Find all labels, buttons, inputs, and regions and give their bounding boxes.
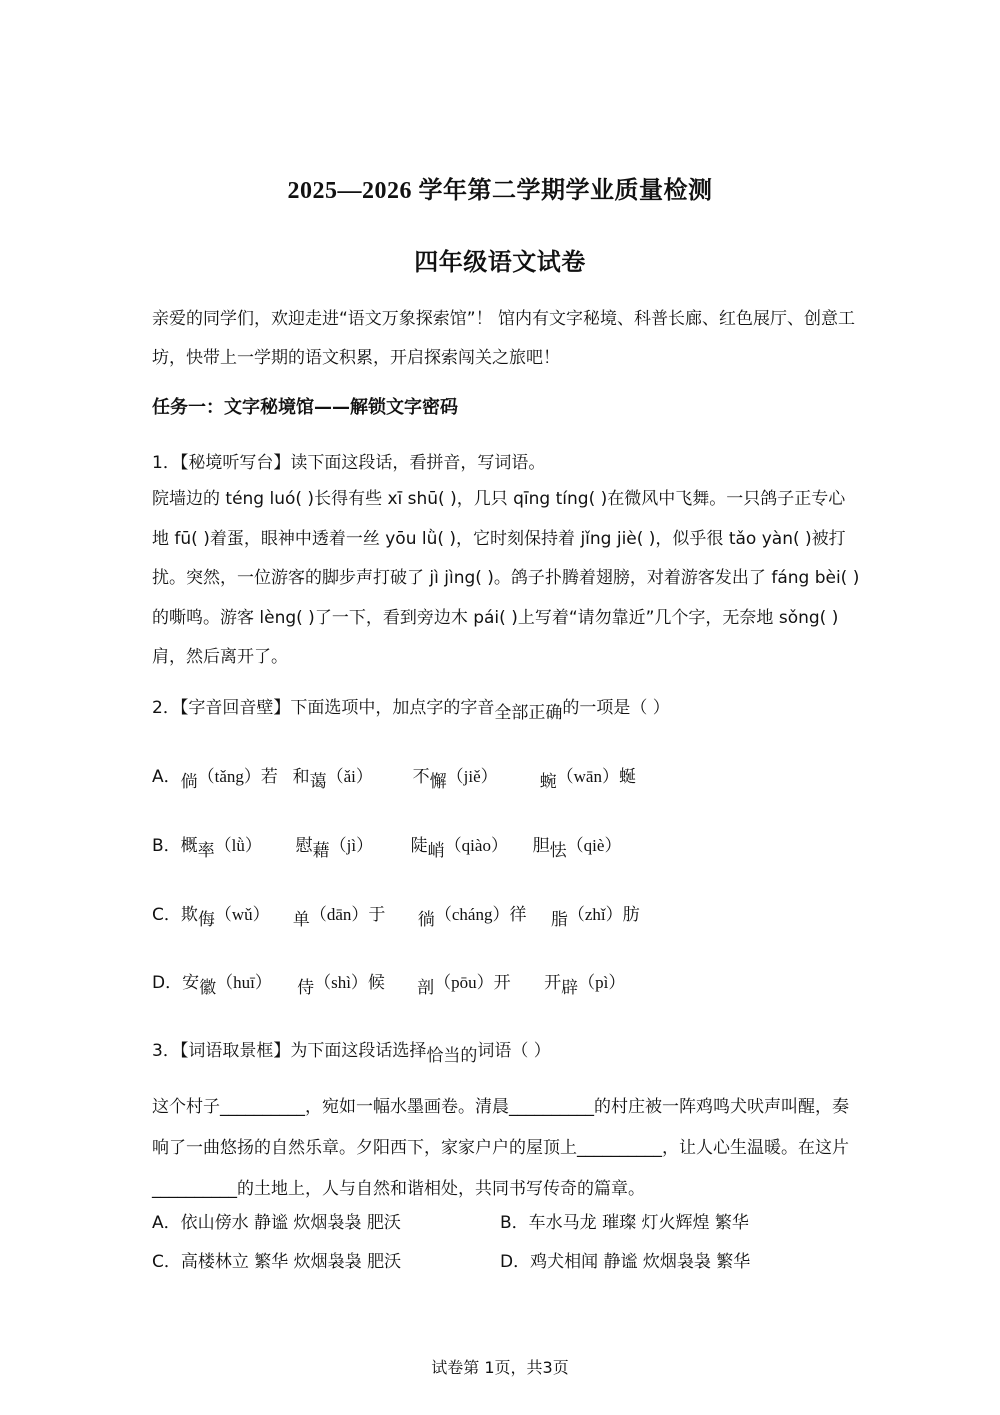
option-item: 欺侮（wǔ） bbox=[180, 905, 270, 930]
option-label: C． bbox=[152, 905, 181, 925]
q2-option-a[interactable] bbox=[152, 760, 636, 794]
q3-heading-post: 词语（ ） bbox=[477, 1041, 551, 1061]
q1-passage: 院墙边的 téng luó( )长得有些 xī shū( )，几只 qīng tíng( )在微风中飞舞。一只鸽子正专心地 fū( )着蛋，眼神中透着一丝 yōu lǜ( )，它时刻保持着 jǐng jiè( )，似乎很 tǎo yàn( )被打扰。突然，一位游客的脚步声打破了 jì jìng( )。鸽子扑腾着翅膀，对着游客发出了 fáng bèi( )的嘶鸣。游客 lèng( )了一下，看到旁边木 pái( )上写着“请勿靠近”几个字，无奈地 sǒng( )肩，然后离开了。 bbox=[152, 489, 860, 667]
option-item: 概率（lǜ） bbox=[180, 836, 262, 861]
q3-heading-emphasis: 恰当的 bbox=[426, 1046, 478, 1066]
option-label: D． bbox=[152, 973, 183, 993]
q2-option-c[interactable] bbox=[152, 898, 640, 932]
option-item: 和蔼（ǎi） bbox=[292, 767, 373, 792]
option-item: 侍（shì）候 bbox=[297, 973, 385, 998]
q1-heading: 1．【秘境听写台】读下面这段话，看拼音，写词语。 bbox=[152, 453, 546, 473]
option-label: B． bbox=[152, 836, 181, 856]
q2-option-b[interactable] bbox=[152, 829, 621, 863]
q3-choice-c[interactable]: C．高楼林立 繁华 炊烟袅袅 肥沃 bbox=[152, 1252, 402, 1272]
task1-title: 任务一：文字秘境馆——解锁文字密码 bbox=[152, 397, 458, 418]
exam-title-line1: 2025—2026 学年第二学期学业质量检测 bbox=[287, 178, 713, 204]
option-label: A． bbox=[152, 767, 181, 787]
option-item: 开辟（pì） bbox=[544, 973, 626, 998]
q2-option-d[interactable] bbox=[152, 966, 625, 1000]
option-item: 陡峭（qiào） bbox=[410, 836, 508, 861]
option-item: 倘（tǎng）若 bbox=[180, 767, 278, 792]
option-item: 安徽（huī） bbox=[182, 973, 272, 998]
page-footer: 试卷第 1页，共3页 bbox=[431, 1358, 569, 1377]
option-item: 脂（zhǐ）肪 bbox=[550, 905, 640, 930]
q3-passage: 这个村子__________，宛如一幅水墨画卷。清晨__________的村庄被一阵鸡鸣犬吠声叫醒，奏响了一曲悠扬的自然乐章。夕阳西下，家家户户的屋顶上__________，让人心生温暖。在这片__________的土地上，人与自然和谐相处，共同书写传奇的篇章。 bbox=[152, 1097, 849, 1199]
option-item: 不懈（jiě） bbox=[412, 767, 498, 792]
exam-title-line2: 四年级语文试卷 bbox=[414, 248, 586, 276]
q3-choice-b[interactable]: B．车水马龙 璀璨 灯火辉煌 繁华 bbox=[500, 1213, 749, 1233]
q2-heading bbox=[152, 693, 862, 723]
q2-heading-pre: 2．【字音回音壁】下面选项中，加点字的字音 bbox=[152, 698, 495, 718]
option-item: 蜿（wān）蜒 bbox=[539, 767, 636, 792]
q2-heading-post: 的一项是（ ） bbox=[562, 698, 670, 718]
intro-paragraph: 亲爱的同学们，欢迎走进“语文万象探索馆”！ 馆内有文字秘境、科普长廊、红色展厅、创意工坊，快带上一学期的语文积累，开启探索闯关之旅吧！ bbox=[152, 309, 856, 368]
option-item: 单（dān）于 bbox=[292, 905, 386, 930]
q3-choice-d[interactable]: D．鸡犬相闻 静谧 炊烟袅袅 繁华 bbox=[500, 1252, 751, 1272]
q3-heading bbox=[152, 1036, 862, 1066]
q2-heading-emphasis: 全部正确 bbox=[494, 703, 563, 723]
option-item: 胆怯（qiè） bbox=[532, 836, 622, 861]
q3-heading-pre: 3．【词语取景框】为下面这段话选择 bbox=[152, 1041, 427, 1061]
option-item: 徜（cháng）徉 bbox=[417, 905, 527, 930]
option-item: 剖（pōu）开 bbox=[417, 973, 511, 998]
q3-choice-a[interactable]: A．依山傍水 静谧 炊烟袅袅 肥沃 bbox=[152, 1213, 401, 1233]
option-item: 慰藉（jì） bbox=[295, 836, 374, 861]
